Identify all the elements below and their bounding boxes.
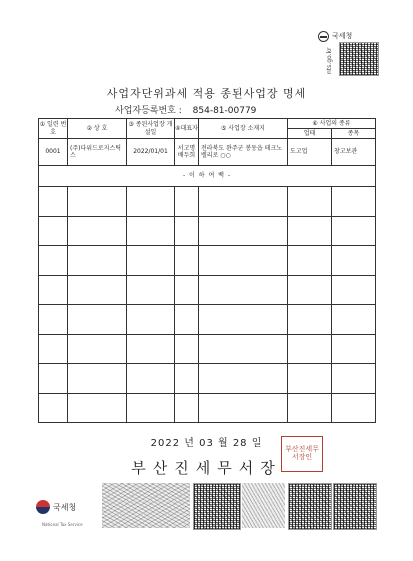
empty-row	[39, 187, 376, 217]
header-type: 업태	[288, 129, 332, 139]
business-number	[115, 103, 345, 116]
barcode-icon	[193, 483, 241, 530]
barcode-icon	[288, 483, 332, 530]
empty-row	[39, 334, 376, 364]
header-type-group: ⑥ 사업의 종류	[288, 119, 376, 129]
barcode-icon	[333, 483, 377, 530]
empty-row	[39, 275, 376, 305]
business-number-label: 사업자등록번호 :	[115, 106, 182, 116]
cell-rep: 서고명 배두희	[175, 139, 199, 166]
header-name: ② 상 호	[68, 119, 127, 139]
cell-item: 창고보관	[332, 139, 376, 166]
qr-code-icon	[339, 42, 379, 76]
header-location: ⑤ 사업장 소재지	[199, 119, 288, 139]
separator-text: - 이 하 여 백 -	[39, 166, 376, 187]
security-pattern	[102, 483, 190, 528]
empty-row	[39, 216, 376, 246]
branch-table	[38, 118, 376, 423]
document-title: 사업자단위과세 적용 종된사업장 명세	[106, 87, 307, 100]
vertical-url: nts.go.kr	[326, 47, 333, 74]
issue-date: 2022 년 03 월 28 일	[150, 438, 263, 449]
nts-logo-text: 국세청	[332, 32, 353, 40]
nts-emblem-icon	[318, 31, 329, 42]
official-seal: 부산진세무서장인	[281, 436, 323, 472]
empty-row	[39, 393, 376, 423]
header-rep: ④대표자	[175, 119, 199, 139]
cell-opening: 2022/01/01	[127, 139, 175, 166]
nts-emblem-icon	[36, 500, 50, 514]
header-item: 종목	[332, 129, 376, 139]
header-seq: ① 일련 번호	[39, 119, 68, 139]
footer-logo-subtitle: National Tax Service	[42, 522, 83, 527]
cell-name: (주)다위드로지스틱스	[68, 139, 127, 166]
cell-seq: 0001	[39, 139, 68, 166]
empty-row	[39, 305, 376, 335]
header-opening: ③ 종된사업장 개설일	[127, 119, 175, 139]
table-row	[39, 139, 376, 166]
footer-logo-text: 국세청	[53, 502, 77, 512]
cell-type: 도고업	[288, 139, 332, 166]
empty-row	[39, 246, 376, 276]
issuing-office: 부산진세무서장	[131, 459, 282, 477]
security-pattern	[242, 483, 285, 528]
empty-row	[39, 364, 376, 394]
business-number-value: 854-81-00779	[192, 106, 257, 116]
cell-location: 전라북도 완주군 봉동읍 테크노밸리로 ○○	[199, 139, 288, 166]
